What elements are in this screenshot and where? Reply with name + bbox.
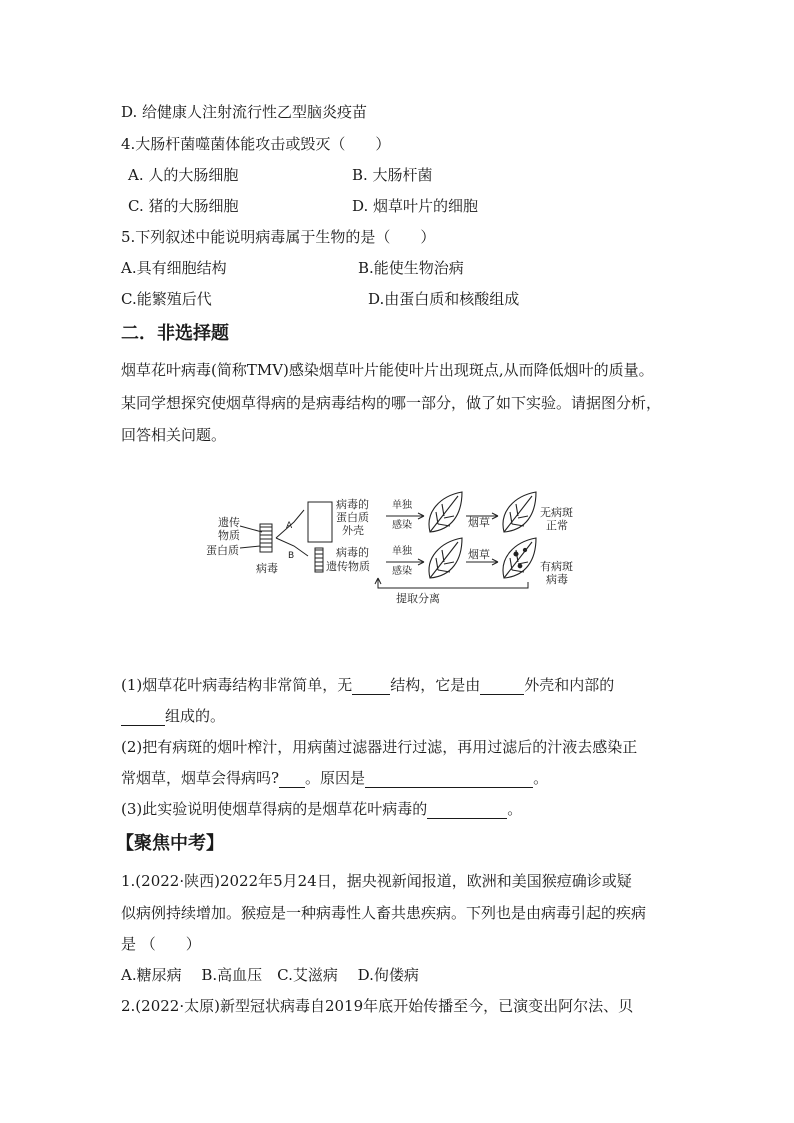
question-1	[121, 675, 614, 695]
q3-option-d: D. 给健康人注射流行性乙型脑炎疫苗	[121, 103, 368, 121]
intro-line-3: 回答相关问题。	[121, 426, 227, 444]
label-coat-3: 外壳	[342, 524, 364, 537]
q5-option-a: A.具有细胞结构	[121, 259, 227, 277]
q4-option-a: A. 人的大肠细胞	[128, 166, 239, 184]
protein-pointer-line	[240, 546, 260, 548]
label-branch-b: B	[288, 551, 295, 561]
label-tobacco-top: 烟草	[468, 516, 490, 529]
p1-line-1: 1.(2022·陕西)2022年5月24日，据央视新闻报道，欧洲和美国猴痘确诊或疑	[121, 872, 632, 890]
p1-options: A.糖尿病 B.高血压 C.艾滋病 D.佝偻病	[121, 966, 419, 984]
label-result-bottom-1: 有病斑	[540, 560, 573, 573]
label-infect-top-1: 单独	[392, 500, 412, 511]
question-2-line-2	[121, 768, 548, 788]
label-rna-2: 遗传物质	[326, 560, 370, 573]
q5-stem: 5.下列叙述中能说明病毒属于生物的是（ ）	[121, 228, 436, 246]
label-branch-a: A	[286, 521, 293, 531]
label-protein: 蛋白质	[206, 544, 239, 557]
q3-text-a: (3)此实验说明使烟草得病的是烟草花叶病毒的	[121, 800, 428, 818]
diseased-leaf-icon	[503, 538, 536, 578]
q1-blank-1[interactable]	[352, 678, 390, 695]
section-heading-focus: 【聚焦中考】	[116, 833, 224, 854]
label-rna-1: 病毒的	[336, 546, 369, 559]
q1-blank-2[interactable]	[480, 678, 524, 695]
q3-blank-1[interactable]	[427, 802, 507, 819]
tmv-experiment-diagram	[200, 482, 600, 607]
q2-text-a: 常烟草，烟草会得病吗?	[121, 769, 280, 787]
q4-option-d: D. 烟草叶片的细胞	[352, 197, 479, 215]
label-extract: 提取分离	[396, 592, 440, 605]
q1-text-b: 结构，它是由	[390, 676, 481, 694]
question-3	[121, 799, 522, 819]
q4-stem: 4.大肠杆菌噬菌体能攻击或毁灭（ ）	[121, 135, 391, 153]
q1-text-d: 组成的。	[165, 707, 226, 725]
q5-option-c: C.能繁殖后代	[121, 290, 212, 308]
label-coat-1: 病毒的	[336, 498, 369, 511]
label-result-top-1: 无病斑	[540, 506, 573, 519]
label-genetic-1: 遗传	[218, 516, 240, 529]
q5-option-d: D.由蛋白质和核酸组成	[368, 290, 520, 308]
question-2-line-1: (2)把有病斑的烟叶榨汁，用病菌过滤器进行过滤，再用过滤后的汁液去感染正	[121, 738, 638, 756]
q1-text-a: (1)烟草花叶病毒结构非常简单，无	[121, 676, 353, 694]
label-result-top-2: 正常	[546, 519, 568, 532]
q1-blank-3[interactable]	[121, 709, 165, 726]
q2-blank-2[interactable]	[365, 771, 533, 788]
virus-coil-icon	[260, 524, 272, 552]
protein-coat-rect	[308, 502, 332, 542]
genetic-pointer-line	[240, 526, 262, 532]
q4-option-c: C. 猪的大肠细胞	[128, 197, 239, 215]
q4-option-b: B. 大肠杆菌	[352, 166, 433, 184]
label-infect-bottom-2: 感染	[392, 566, 412, 577]
q2-text-c: 。	[533, 769, 549, 787]
question-1-continued	[121, 706, 225, 726]
intro-line-2: 某同学想探究使烟草得病的是病毒结构的哪一部分，做了如下实验。请据图分析，	[121, 394, 662, 412]
label-infect-bottom-1: 单独	[392, 546, 412, 557]
label-result-bottom-2: 病毒	[546, 573, 568, 586]
label-genetic-2: 物质	[218, 529, 240, 542]
q1-text-c: 外壳和内部的	[524, 676, 615, 694]
label-coat-2: 蛋白质	[336, 511, 369, 524]
extract-arrow	[378, 578, 528, 588]
label-tobacco-bottom: 烟草	[468, 548, 490, 561]
section-heading-nonchoice: 二．非选择题	[121, 323, 229, 344]
rna-coil-icon	[315, 548, 323, 572]
label-virus: 病毒	[256, 562, 278, 575]
label-infect-top-2: 感染	[392, 520, 412, 531]
intro-line-1: 烟草花叶病毒(简称TMV)感染烟草叶片能使叶片出现斑点,从而降低烟叶的质量。	[121, 361, 654, 379]
p2-line-1: 2.(2022·太原)新型冠状病毒自2019年底开始传播至今，已演变出阿尔法、贝	[121, 997, 634, 1015]
q2-text-b: 。原因是	[305, 769, 366, 787]
p1-line-2: 似病例持续增加。猴痘是一种病毒性人畜共患疾病。下列也是由病毒引起的疾病	[121, 904, 647, 922]
leaf-icon	[429, 538, 462, 578]
branch-lines	[276, 510, 308, 556]
leaf-icon	[503, 492, 536, 532]
p1-line-3: 是 （ ）	[121, 935, 201, 953]
leaf-icon	[429, 492, 462, 532]
q2-blank-1[interactable]	[279, 771, 305, 788]
q5-option-b: B.能使生物治病	[358, 259, 464, 277]
q3-text-b: 。	[507, 800, 523, 818]
